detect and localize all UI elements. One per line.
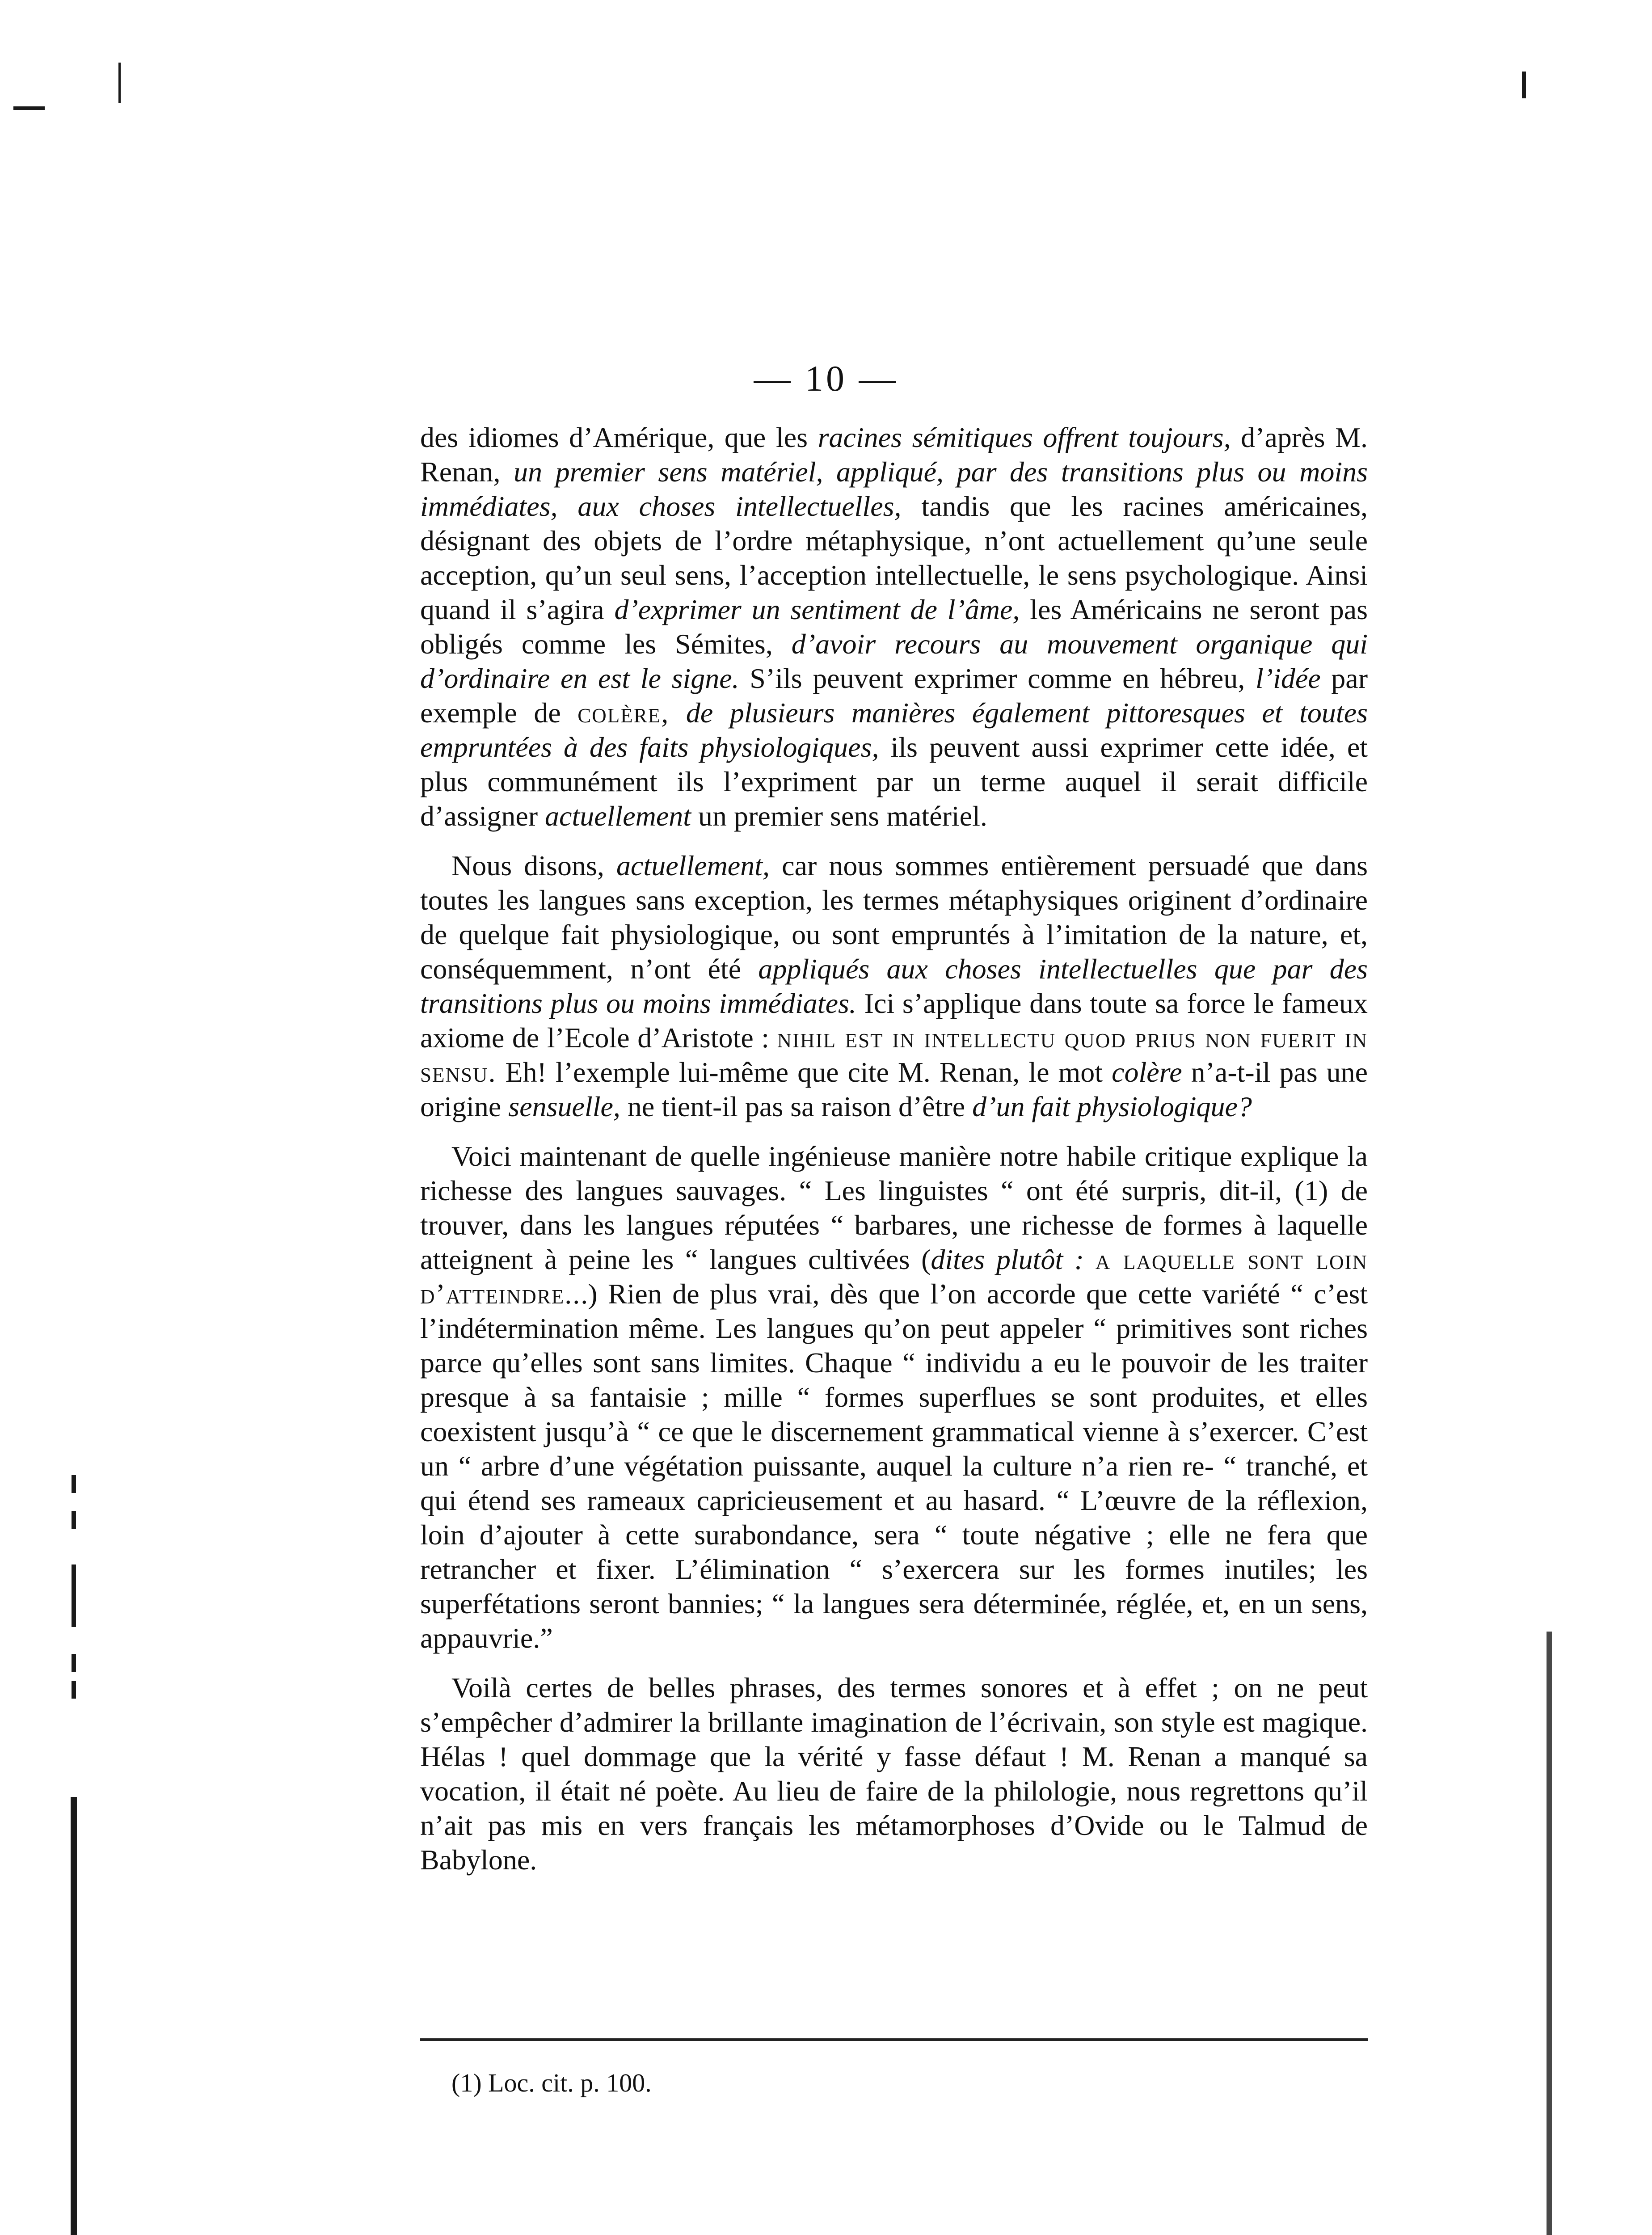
text-run: n’a-t-il pas une origine: [420, 1056, 1368, 1122]
footnote-divider: [420, 2038, 1368, 2041]
italic-run: actuellement: [545, 800, 691, 832]
text-run: Eh! l’exemple lui-même que cite M. Renan, le mot: [496, 1056, 1112, 1088]
text-run: car nous sommes entièrement persuadé que dans toutes les langues sans exception, les termes métaphysiques originent d’ordinaire de quelque fait physiologique, ou sont empruntés à l’imitation de la nature, et, conséquemment, n’ont été: [420, 850, 1368, 985]
text-run: par exemple de: [420, 662, 1368, 729]
italic-run: d’avoir recours au mouvement organique qui d’ordinaire en est le signe.: [420, 628, 1368, 694]
italic-run: dites plutôt :: [931, 1244, 1084, 1275]
small-caps-run: a laquelle sont loin d’atteindre..: [420, 1244, 1368, 1310]
text-run: S’ils peuvent exprimer comme en hébreu,: [739, 662, 1256, 694]
text-run: .) Rien de plus vrai, dès que l’on accorde que cette variété “ c’est l’indétermination même. Les langues qu’on peut appeler “ primitives sont riches parce qu’elles sont sans limites. Chaque “ individu a eu le pouvoir de les traiter presque à sa fantaisie ; mille “ formes superflues se sont produites, et elles coexistent jusqu’à “ ce que le discernement grammatical vienne à s’exercer. C’est un “ arbre d’une végétation puissante, auquel la culture n’a rien re- “ tranché, et qui étend ses rameaux capricieusement et au hasard. “ L’œuvre de la réflexion, loin d’ajouter à cette surabondance, sera “ toute négative ; elle ne fera que retrancher et fixer. L’élimination “ s’exercera sur les formes inutiles; les superfétations seront bannies; “ la langues sera déterminée, réglée, et, en un sens, appauvrie.”: [420, 1278, 1368, 1654]
italic-run: appliqués aux choses intellectuelles que par des transitions plus ou moins immédiates.: [420, 953, 1368, 1019]
italic-run: racines sémitiques offrent toujours,: [818, 422, 1231, 453]
text-run: Ici s’applique dans toute sa force le fameux axiome de l’Ecole d’Aristote :: [420, 987, 1368, 1054]
scan-mark-top-right: [1522, 72, 1526, 98]
text-run: d’après M. Renan,: [420, 422, 1368, 488]
italic-run: un premier sens matériel, appliqué, par des transitions plus ou moins immédiates, aux choses intellectuelles,: [420, 456, 1368, 522]
italic-run: actuellement,: [616, 850, 770, 881]
text-run: ne tient-il pas sa raison d’être: [620, 1091, 973, 1122]
scan-mark-left-margin-1: [72, 1475, 76, 1493]
text-run: [669, 697, 686, 729]
paragraph-3: [420, 1139, 1368, 1655]
scan-mark-left-edge: [118, 63, 121, 103]
paragraph-1: [420, 420, 1368, 833]
italic-run: de plusieurs manières également pittoresques et toutes empruntées à des faits physiologiques,: [420, 697, 1368, 763]
footnote: (1) Loc. cit. p. 100.: [451, 2068, 652, 2097]
text-run: [1084, 1244, 1096, 1275]
text-run: tandis que les racines américaines, désignant des objets de l’ordre métaphysique, n’ont actuellement qu’une seule acception, qu’un seul sens, l’acception intellectuelle, le sens psychologique. Ainsi quand il s’agira: [420, 490, 1368, 625]
italic-run: l’idée: [1255, 662, 1321, 694]
scan-mark-left-margin-2: [72, 1511, 76, 1529]
page-number: — 10 —: [754, 358, 898, 399]
scan-mark-top-left: [13, 106, 45, 110]
paragraph-4: [420, 1670, 1368, 1877]
text-run: Voilà certes de belles phrases, des termes sonores et à effet ; on ne peut s’empêcher d’admirer la brillante imagination de l’écrivain, son style est magique. Hélas ! quel dommage que la vérité y fasse défaut ! M. Renan a manqué sa vocation, il était né poète. Au lieu de faire de la philologie, nous regrettons qu’il n’ait pas mis en vers français les métamorphoses d’Ovide ou le Talmud de Babylone.: [420, 1672, 1368, 1876]
scan-mark-left-margin-3: [72, 1564, 76, 1627]
italic-run: colère: [1112, 1056, 1182, 1088]
scan-mark-right-bar: [1547, 1632, 1552, 2235]
text-run: les Américains ne seront pas obligés comme les Sémites,: [420, 594, 1368, 660]
paragraph-2: [420, 848, 1368, 1124]
text-run: des idiomes d’Amérique, que les: [420, 422, 818, 453]
small-caps-run: colère,: [577, 697, 670, 729]
scan-mark-left-margin-5: [72, 1681, 76, 1699]
text-run: Voici maintenant de quelle ingénieuse manière notre habile critique explique la richesse des langues sauvages. “ Les linguistes “ ont été surpris, dit-il, (1) de trouver, dans les langues réputées “ barbares, une richesse de formes à laquelle atteignent à peine les “ langues cultivées (: [420, 1140, 1368, 1275]
italic-run: d’exprimer un sentiment de l’âme,: [614, 594, 1020, 625]
body-text: [420, 420, 1368, 1892]
italic-run: d’un fait physiologique?: [972, 1091, 1252, 1122]
text-run: Nous disons,: [451, 850, 617, 881]
italic-run: sensuelle,: [508, 1091, 620, 1122]
small-caps-run: nihil est in intellectu quod prius non fuerit in sensu.: [420, 1022, 1368, 1088]
text-run: un premier sens matériel.: [691, 800, 987, 832]
scan-mark-left-margin-4: [72, 1654, 76, 1672]
scan-mark-left-bar: [71, 1797, 77, 2235]
text-run: ils peuvent aussi exprimer cette idée, et plus communément ils l’expriment par un terme auquel il serait difficile d’assigner: [420, 731, 1368, 832]
